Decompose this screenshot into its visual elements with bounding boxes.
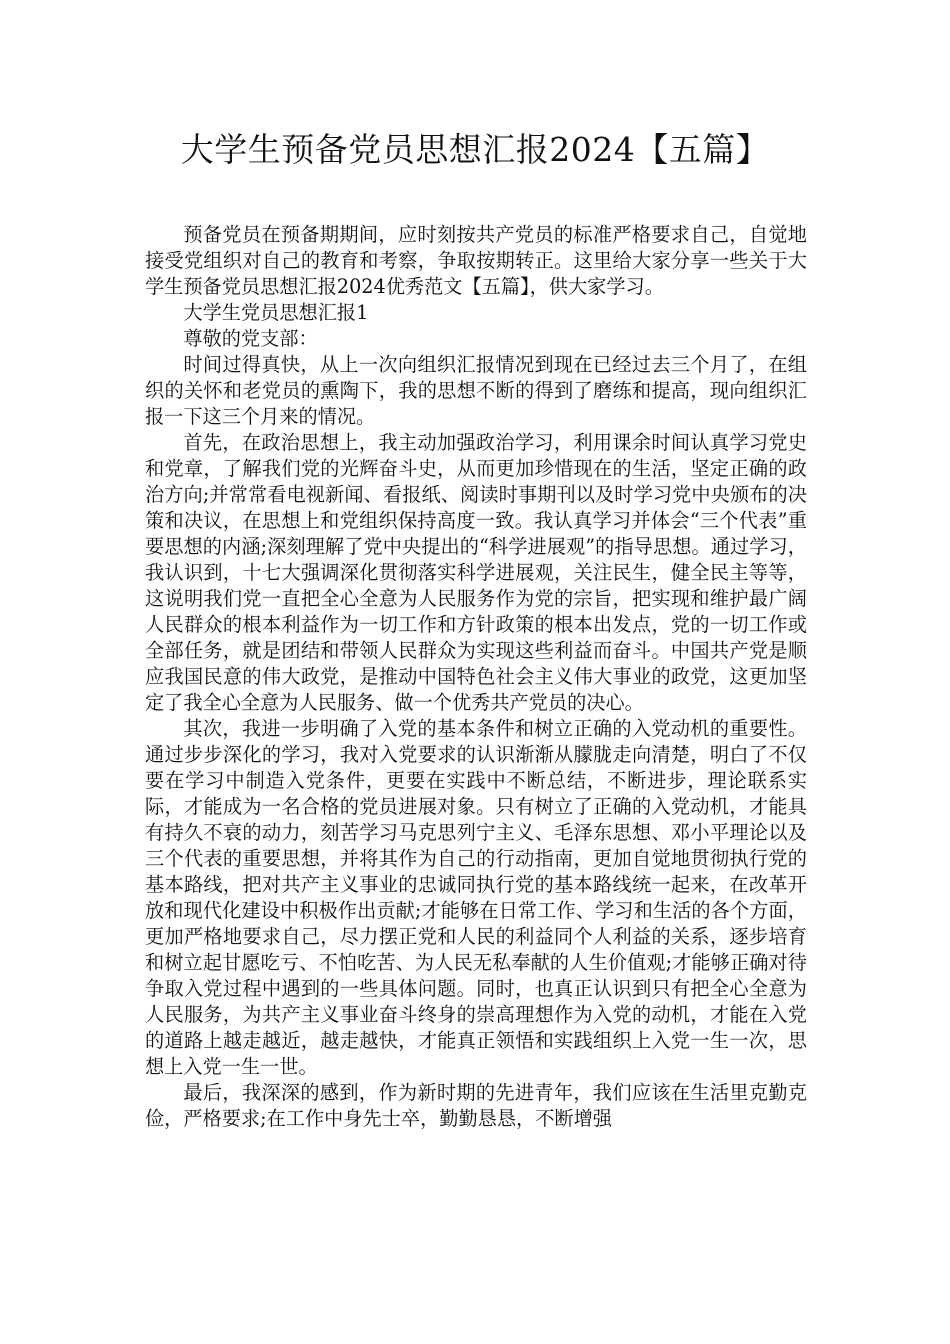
document-body (145, 222, 807, 1132)
body-paragraph: 最后，我深深的感到，作为新时期的先进青年，我们应该在生活里克勤克俭，严格要求;在工作中身先士卒，勤勤恳恳，不断增强 (145, 1081, 807, 1130)
section-heading: 大学生党员思想汇报1 (183, 301, 369, 324)
body-paragraph: 时间过得真快，从上一次向组织汇报情况到现在已经过去三个月了，在组织的关怀和老党员的熏陶下，我的思想不断的得到了磨练和提高，现向组织汇报一下这三个月来的情况。 (145, 353, 807, 428)
salutation: 尊敬的党支部： (183, 327, 318, 350)
intro-paragraph: 预备党员在预备期期间，应时刻按共产党员的标准严格要求自己，自觉地接受党组织对自己的教育和考察，争取按期转正。这里给大家分享一些关于大学生预备党员思想汇报2024优秀范文【五篇】，供大家学习。 (145, 223, 807, 298)
document-title: 大学生预备党员思想汇报2024【五篇】 (180, 130, 770, 169)
body-paragraph: 其次，我进一步明确了入党的基本条件和树立正确的入党动机的重要性。通过步步深化的学习，我对入党要求的认识渐渐从朦胧走向清楚，明白了不仅要在学习中制造入党条件，更要在实践中不断总结，不断进步，理论联系实际，才能成为一名合格的党员进展对象。只有树立了正确的入党动机，才能具有持久不衰的动力，刻苦学习马克思列宁主义、毛泽东思想、邓小平理论以及三个代表的重要思想，并将其作为自己的行动指南，更加自觉地贯彻执行党的基本路线，把对共产主义事业的忠诚同执行党的基本路线统一起来，在改革开放和现代化建设中积极作出贡献;才能够在日常工作、学习和生活的各个方面，更加严格地要求自己，尽力摆正党和人民的利益同个人利益的关系，逐步培育和树立起甘愿吃亏、不怕吃苦、为人民无私奉献的人生价值观;才能够正确对待争取入党过程中遇到的一些具体问题。同时，也真正认识到只有把全心全意为人民服务，为共产主义事业奋斗终身的崇高理想作为入党的动机，才能在入党的道路上越走越近，越走越快，才能真正领悟和实践组织上入党一生一次，思想上入党一生一世。 (145, 717, 807, 1078)
body-paragraph: 首先，在政治思想上，我主动加强政治学习，利用课余时间认真学习党史和党章，了解我们党的光辉奋斗史，从而更加珍惜现在的生活，坚定正确的政治方向;并常常看电视新闻、看报纸、阅读时事期刊以及时学习党中央颁布的决策和决议，在思想上和党组织保持高度一致。我认真学习并体会“三个代表”重要思想的内涵;深刻理解了党中央提出的“科学进展观”的指导思想。通过学习，我认识到，十七大强调深化贯彻落实科学进展观，关注民生，健全民主等等，这说明我们党一直把全心全意为人民服务作为党的宗旨，把实现和维护最广阔人民群众的根本利益作为一切工作和方针政策的根本出发点，党的一切工作或全部任务，就是团结和带领人民群众为实现这些利益而奋斗。中国共产党是顺应我国民意的伟大政党，是推动中国特色社会主义伟大事业的政党，这更加坚定了我全心全意为人民服务、做一个优秀共产党员的决心。 (145, 431, 807, 714)
